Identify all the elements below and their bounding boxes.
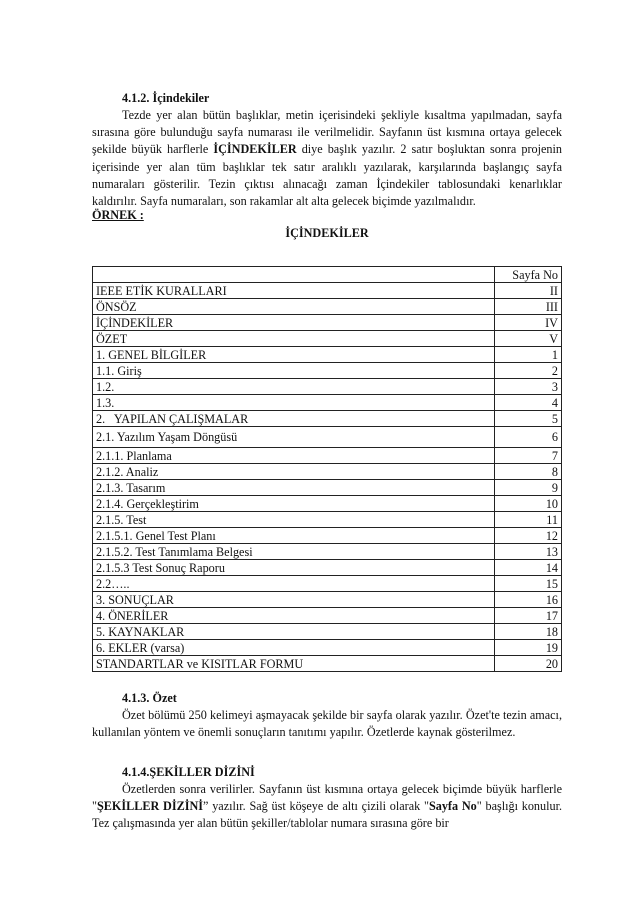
toc-entry-page: II [495,283,562,299]
toc-entry-page: 17 [495,608,562,624]
toc-entry-label: 2.1.5. Test [93,512,495,528]
toc-entry-label: 2.1.5.1. Genel Test Planı [93,528,495,544]
toc-entry-page: 20 [495,656,562,672]
toc-entry-page: 4 [495,395,562,411]
toc-entry-page: 9 [495,480,562,496]
toc-entry-page: III [495,299,562,315]
toc-entry-page: 10 [495,496,562,512]
toc-entry-label: 2.1.5.3 Test Sonuç Raporu [93,560,495,576]
toc-entry-page: 16 [495,592,562,608]
toc-header-row [93,267,562,283]
toc-entry-label: ÖZET [93,331,495,347]
toc-entry-page: 19 [495,640,562,656]
toc-row [93,528,562,544]
toc-entry-label: ÖNSÖZ [93,299,495,315]
section-paragraph-4-1-2: Tezde yer alan bütün başlıklar, metin içerisindeki şekliyle kısaltma yapılmadan, sayfa sırasına göre bulunduğu sayfa numarası ile verilmelidir. Sayfanın üst kısmına ortaya gelecek şekilde büyük harflerle İÇİNDEKİLER diye başlık yazılır. 2 satır boşluktan sonra projenin içerisinde yer alan tüm başlıklar tek satır aralıklı yazılarak, karşılarında başlangıç sayfa numaraları gösterilir. Tezin çıktısı alınacağı zaman İçindekiler tablosundaki kenarlıklar kaldırılır. Sayfa numaraları, son rakamlar alt alta gelecek biçimde yazılmalıdır. [92,108,562,209]
toc-row [93,512,562,528]
example-label: ÖRNEK : [92,208,144,222]
toc-entry-label: 1. GENEL BİLGİLER [93,347,495,363]
toc-header-blank [93,267,495,283]
toc-row [93,640,562,656]
toc-entry-label: STANDARTLAR ve KISITLAR FORMU [93,656,495,672]
section-4-1-3 [92,690,562,741]
toc-row [93,347,562,363]
toc-entry-page: 6 [495,427,562,448]
toc-entry-label: 2. YAPILAN ÇALIŞMALAR [93,411,495,427]
toc-entry-label: 2.1.3. Tasarım [93,480,495,496]
toc-entry-page: 14 [495,560,562,576]
toc-header-page: Sayfa No [495,267,562,283]
section-paragraph-4-1-4: Özetlerden sonra verilirler. Sayfanın üst kısmına ortaya gelecek biçimde büyük harflerle "ŞEKİLLER DİZİNİ” yazılır. Sağ üst köşeye de altı çizili olarak "Sayfa No" başlığı konulur. Tez çalışmasında yer alan bütün şekiller/tablolar numara sırasına göre bir [92,782,563,831]
toc-row [93,315,562,331]
toc-title: İÇİNDEKİLER [285,226,369,240]
toc-row [93,331,562,347]
bold-term-sekiller-dizini: ŞEKİLLER DİZİNİ [96,799,204,814]
toc-entry-page: 15 [495,576,562,592]
toc-table [92,266,562,672]
toc-entry-page: 7 [495,448,562,464]
toc-row [93,363,562,379]
toc-entry-label: İÇİNDEKİLER [93,315,495,331]
toc-entry-label: 2.2….. [93,576,495,592]
toc-entry-page: 3 [495,379,562,395]
toc-entry-label: 1.1. Giriş [93,363,495,379]
toc-entry-label: 1.3. [93,395,495,411]
toc-row [93,395,562,411]
section-4-1-2 [92,90,562,210]
toc-entry-label: 2.1.5.2. Test Tanımlama Belgesi [93,544,495,560]
toc-entry-label: 4. ÖNERİLER [93,608,495,624]
section-heading-4-1-3: 4.1.3. Özet [122,691,177,705]
toc-row [93,379,562,395]
toc-row [93,464,562,480]
section-paragraph-4-1-3: Özet bölümü 250 kelimeyi aşmayacak şekilde bir sayfa olarak yazılır. Özet'te tezin amacı, kullanılan yöntem ve önemli sonuçların tanıtımı yapılır. Özetlerde kaynak gösterilmez. [92,708,562,740]
toc-entry-page: 18 [495,624,562,640]
toc-row [93,448,562,464]
section-heading-4-1-4: 4.1.4.ŞEKİLLER DİZİNİ [122,765,255,779]
toc-entry-label: 2.1.1. Planlama [93,448,495,464]
toc-entry-page: V [495,331,562,347]
section-4-1-4 [92,764,562,833]
toc-entry-label: 2.1.4. Gerçekleştirim [93,496,495,512]
toc-row [93,496,562,512]
bold-term-sayfa-no: Sayfa No [428,799,477,814]
toc-entry-page: 5 [495,411,562,427]
toc-entry-label: 3. SONUÇLAR [93,592,495,608]
toc-row [93,576,562,592]
toc-row [93,592,562,608]
bold-term-icindekiler: İÇİNDEKİLER [213,142,297,157]
toc-row [93,411,562,427]
toc-row [93,427,562,448]
toc-row [93,544,562,560]
toc-entry-page: 11 [495,512,562,528]
toc-entry-label: 2.1.2. Analiz [93,464,495,480]
section-heading-4-1-2: 4.1.2. İçindekiler [122,91,210,105]
toc-entry-page: 8 [495,464,562,480]
toc-row [93,656,562,672]
toc-entry-page: 2 [495,363,562,379]
toc-entry-label: 6. EKLER (varsa) [93,640,495,656]
toc-row [93,283,562,299]
toc-entry-label: 1.2. [93,379,495,395]
toc-entry-page: 12 [495,528,562,544]
toc-entry-label: IEEE ETİK KURALLARI [93,283,495,299]
toc-entry-page: 1 [495,347,562,363]
toc-row [93,299,562,315]
toc-row [93,624,562,640]
toc-row [93,560,562,576]
toc-entry-page: 13 [495,544,562,560]
toc-row [93,480,562,496]
toc-entry-label: 5. KAYNAKLAR [93,624,495,640]
toc-row [93,608,562,624]
toc-entry-label: 2.1. Yazılım Yaşam Döngüsü [93,427,495,448]
toc-entry-page: IV [495,315,562,331]
